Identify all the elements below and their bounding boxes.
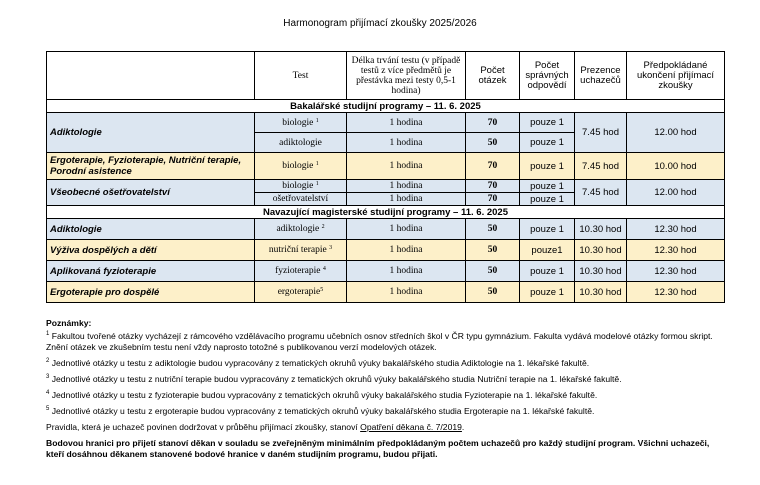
presence-time: 10.30 hod [575, 282, 627, 303]
table-row [47, 153, 725, 180]
duration: 1 hodina [347, 133, 466, 153]
end-time: 12.30 hod [627, 240, 725, 261]
correct-answers: pouze 1 [520, 282, 575, 303]
duration: 1 hodina [347, 282, 466, 303]
table-row [47, 261, 725, 282]
header-end: Předpokládané ukončení přijímací zkoušky [627, 52, 725, 100]
correct-answers: pouze 1 [520, 153, 575, 180]
presence-time: 10.30 hod [575, 261, 627, 282]
header-program [47, 52, 255, 100]
test-name: fyzioterapie $^4$ [255, 261, 347, 282]
duration: 1 hodina [347, 261, 466, 282]
header-row [47, 52, 725, 100]
note-1: $^1$ Fakultou tvořené otázky vycházejí z rámcového vzdělávacího programu učebních osnov středních škol v ČR typu gymnázium. Fakulta vydává modelové otázky formou skript. Znění otázek ve zkušebním testu není vždy naprosto totožné s publikovanou verzí modelových otázek. [46, 331, 713, 352]
question-count: 50 [466, 133, 520, 153]
rules-link[interactable]: Opatření děkana č. 7/2019 [360, 422, 462, 432]
duration: 1 hodina [347, 219, 466, 240]
question-count: 70 [466, 193, 520, 206]
table-row [47, 180, 725, 193]
notes-heading: Poznámky: [46, 318, 92, 328]
duration: 1 hodina [347, 153, 466, 180]
table-row [47, 219, 725, 240]
test-name: nutriční terapie $^3$ [255, 240, 347, 261]
table-row [47, 113, 725, 133]
end-time: 12.30 hod [627, 282, 725, 303]
test-name: ošetřovatelství [255, 193, 347, 206]
test-name: biologie $^1$ [255, 153, 347, 180]
question-count: 50 [466, 261, 520, 282]
test-name: adiktologie [255, 133, 347, 153]
correct-answers: pouze1 [520, 240, 575, 261]
header-duration: Délka trvání testu (v případě testů z více předmětů je přestávka mezi testy 0,5-1 hodina) [347, 52, 466, 100]
page-title: Harmonogram přijímací zkoušky 2025/2026 [283, 18, 477, 29]
question-count: 70 [466, 113, 520, 133]
presence-time: 7.45 hod [575, 153, 627, 180]
duration: 1 hodina [347, 113, 466, 133]
section-bachelor: Bakalářské studijní programy – 11. 6. 2025 [47, 100, 725, 113]
note-4: $^4$ Jednotlivé otázky u testu z fyzioterapie budou vypracovány z tematických okruhů výuky bakalářského studia Fyzioterapie na 1. lékařské fakultě. [46, 390, 598, 400]
duration: 1 hodina [347, 240, 466, 261]
test-name: biologie $^1$ [255, 113, 347, 133]
table-row [47, 240, 725, 261]
end-time: 10.00 hod [627, 153, 725, 180]
duration: 1 hodina [347, 193, 466, 206]
presence-time: 7.45 hod [575, 180, 627, 206]
question-count: 50 [466, 219, 520, 240]
correct-answers: pouze 1 [520, 219, 575, 240]
section-row-bachelor [47, 100, 725, 113]
test-name: biologie $^1$ [255, 180, 347, 193]
question-count: 70 [466, 153, 520, 180]
presence-time: 10.30 hod [575, 219, 627, 240]
end-time: 12.00 hod [627, 113, 725, 153]
note-5: $^5$ Jednotlivé otázky u testu z ergoterapie budou vypracovány z tematických okruhů výuky bakalářského studia Ergoterapie na 1. lékařské fakultě. [46, 406, 595, 416]
end-time: 12.30 hod [627, 261, 725, 282]
section-row-master [47, 206, 725, 219]
program-name: Výživa dospělých a dětí [47, 240, 255, 261]
correct-answers: pouze 1 [520, 133, 575, 153]
program-name: Aplikovaná fyzioterapie [47, 261, 255, 282]
table-row [47, 282, 725, 303]
note-2: $^2$ Jednotlivé otázky u testu z adiktologie budou vypracovány z tematických okruhů výuky bakalářského studia Adiktologie na 1. lékařské fakultě. [46, 358, 590, 368]
correct-answers: pouze 1 [520, 261, 575, 282]
question-count: 50 [466, 282, 520, 303]
header-presence: Prezence uchazečů [575, 52, 627, 100]
question-count: 50 [466, 240, 520, 261]
correct-answers: pouze 1 [520, 113, 575, 133]
presence-time: 7.45 hod [575, 113, 627, 153]
note-3: $^3$ Jednotlivé otázky u testu z nutriční terapie budou vypracovány z tematických okruhů výuky bakalářského studia Nutriční terapie na 1. lékařské fakultě. [46, 374, 622, 384]
end-time: 12.00 hod [627, 180, 725, 206]
end-time: 12.30 hod [627, 219, 725, 240]
program-name: Adiktologie [47, 219, 255, 240]
question-count: 70 [466, 180, 520, 193]
duration: 1 hodina [347, 180, 466, 193]
program-name: Všeobecné ošetřovatelství [47, 180, 255, 206]
correct-answers: pouze 1 [520, 193, 575, 206]
program-name: Ergoterapie, Fyzioterapie, Nutriční terapie, Porodní asistence [47, 153, 255, 180]
header-questions: Počet otázek [466, 52, 520, 100]
test-name: ergoterapie$^5$ [255, 282, 347, 303]
schedule-table [46, 51, 725, 303]
header-test: Test [255, 52, 347, 100]
notes [46, 318, 726, 465]
section-master: Navazující magisterské studijní programy – 11. 6. 2025 [47, 206, 725, 219]
header-correct: Počet správných odpovědí [520, 52, 575, 100]
correct-answers: pouze 1 [520, 180, 575, 193]
test-name: adiktologie $^2$ [255, 219, 347, 240]
presence-time: 10.30 hod [575, 240, 627, 261]
program-name: Ergoterapie pro dospělé [47, 282, 255, 303]
admission-note: Bodovou hranici pro přijetí stanoví děkan v souladu se zveřejněným minimálním předpokládaným počtem uchazečů pro každý studijní program. Všichni uchazeči, kteří dosáhnou děkanem stanovené bodové hranice v daném studijním programu, budou přijati. [46, 438, 710, 459]
rules-note: Pravidla, která je uchazeč povinen dodržovat v průběhu přijímací zkoušky, stanoví Opatření děkana č. 7/2019. [46, 422, 465, 432]
program-name: Adiktologie [47, 113, 255, 153]
